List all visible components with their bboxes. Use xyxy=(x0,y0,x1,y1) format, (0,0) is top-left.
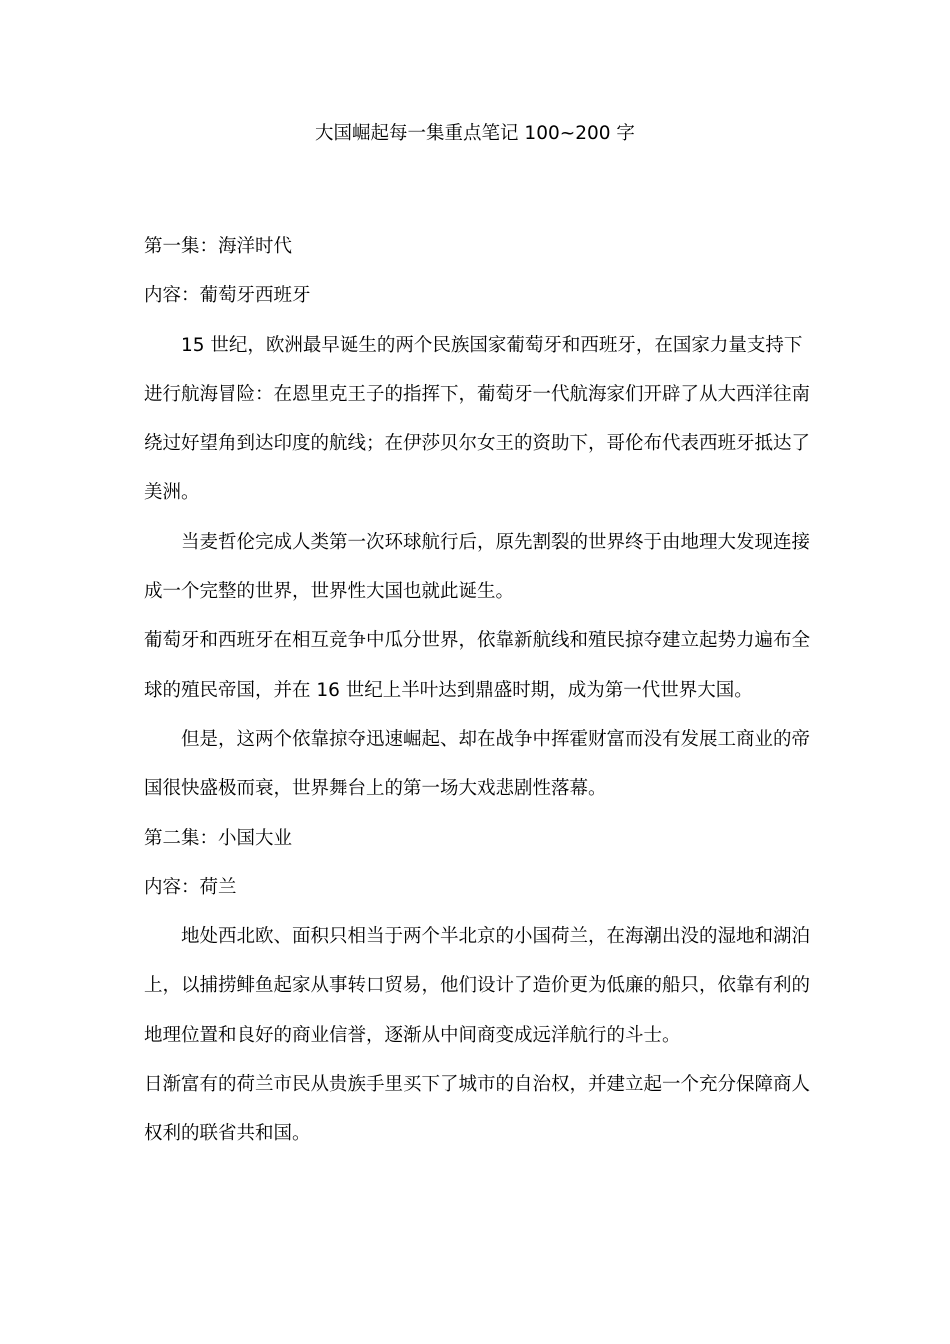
document-title: 大国崛起每一集重点笔记 100~200 字 xyxy=(315,123,635,144)
paragraph: 日渐富有的荷兰市民从贵族手里买下了城市的自治权，并建立起一个充分保障商人权利的联省共和国。 xyxy=(144,1074,811,1145)
episode-1-content-label: 内容：葡萄牙西班牙 xyxy=(144,285,311,307)
document-body xyxy=(144,222,814,1159)
paragraph: 但是，这两个依靠掠夺迅速崛起、却在战争中挥霍财富而没有发展工商业的帝国很快盛极而衰，世界舞台上的第一场大戏悲剧性落幕。 xyxy=(144,728,811,800)
paragraph: 地处西北欧、面积只相当于两个半北京的小国荷兰，在海潮出没的湿地和湖泊上，以捕捞鲱鱼起家从事转口贸易，他们设计了造价更为低廉的船只，依靠有利的地理位置和良好的商业信誉，逐渐从中间商变成远洋航行的斗士。 xyxy=(144,926,811,1046)
episode-2-content-label: 内容：荷兰 xyxy=(144,876,237,898)
episode-2-heading: 第二集：小国大业 xyxy=(144,827,293,849)
episode-1-heading: 第一集：海洋时代 xyxy=(144,236,293,257)
paragraph: 当麦哲伦完成人类第一次环球航行后，原先割裂的世界终于由地理大发现连接成一个完整的世界，世界性大国也就此诞生。 xyxy=(144,531,811,603)
paragraph: 葡萄牙和西班牙在相互竞争中瓜分世界，依靠新航线和殖民掠夺建立起势力遍布全球的殖民帝国，并在 16 世纪上半叶达到鼎盛时期，成为第一代世界大国。 xyxy=(144,630,811,701)
paragraph: 15 世纪，欧洲最早诞生的两个民族国家葡萄牙和西班牙，在国家力量支持下进行航海冒险：在恩里克王子的指挥下，葡萄牙一代航海家们开辟了从大西洋往南绕过好望角到达印度的航线；在伊莎贝尔女王的资助下，哥伦布代表西班牙抵达了美洲。 xyxy=(144,334,811,504)
